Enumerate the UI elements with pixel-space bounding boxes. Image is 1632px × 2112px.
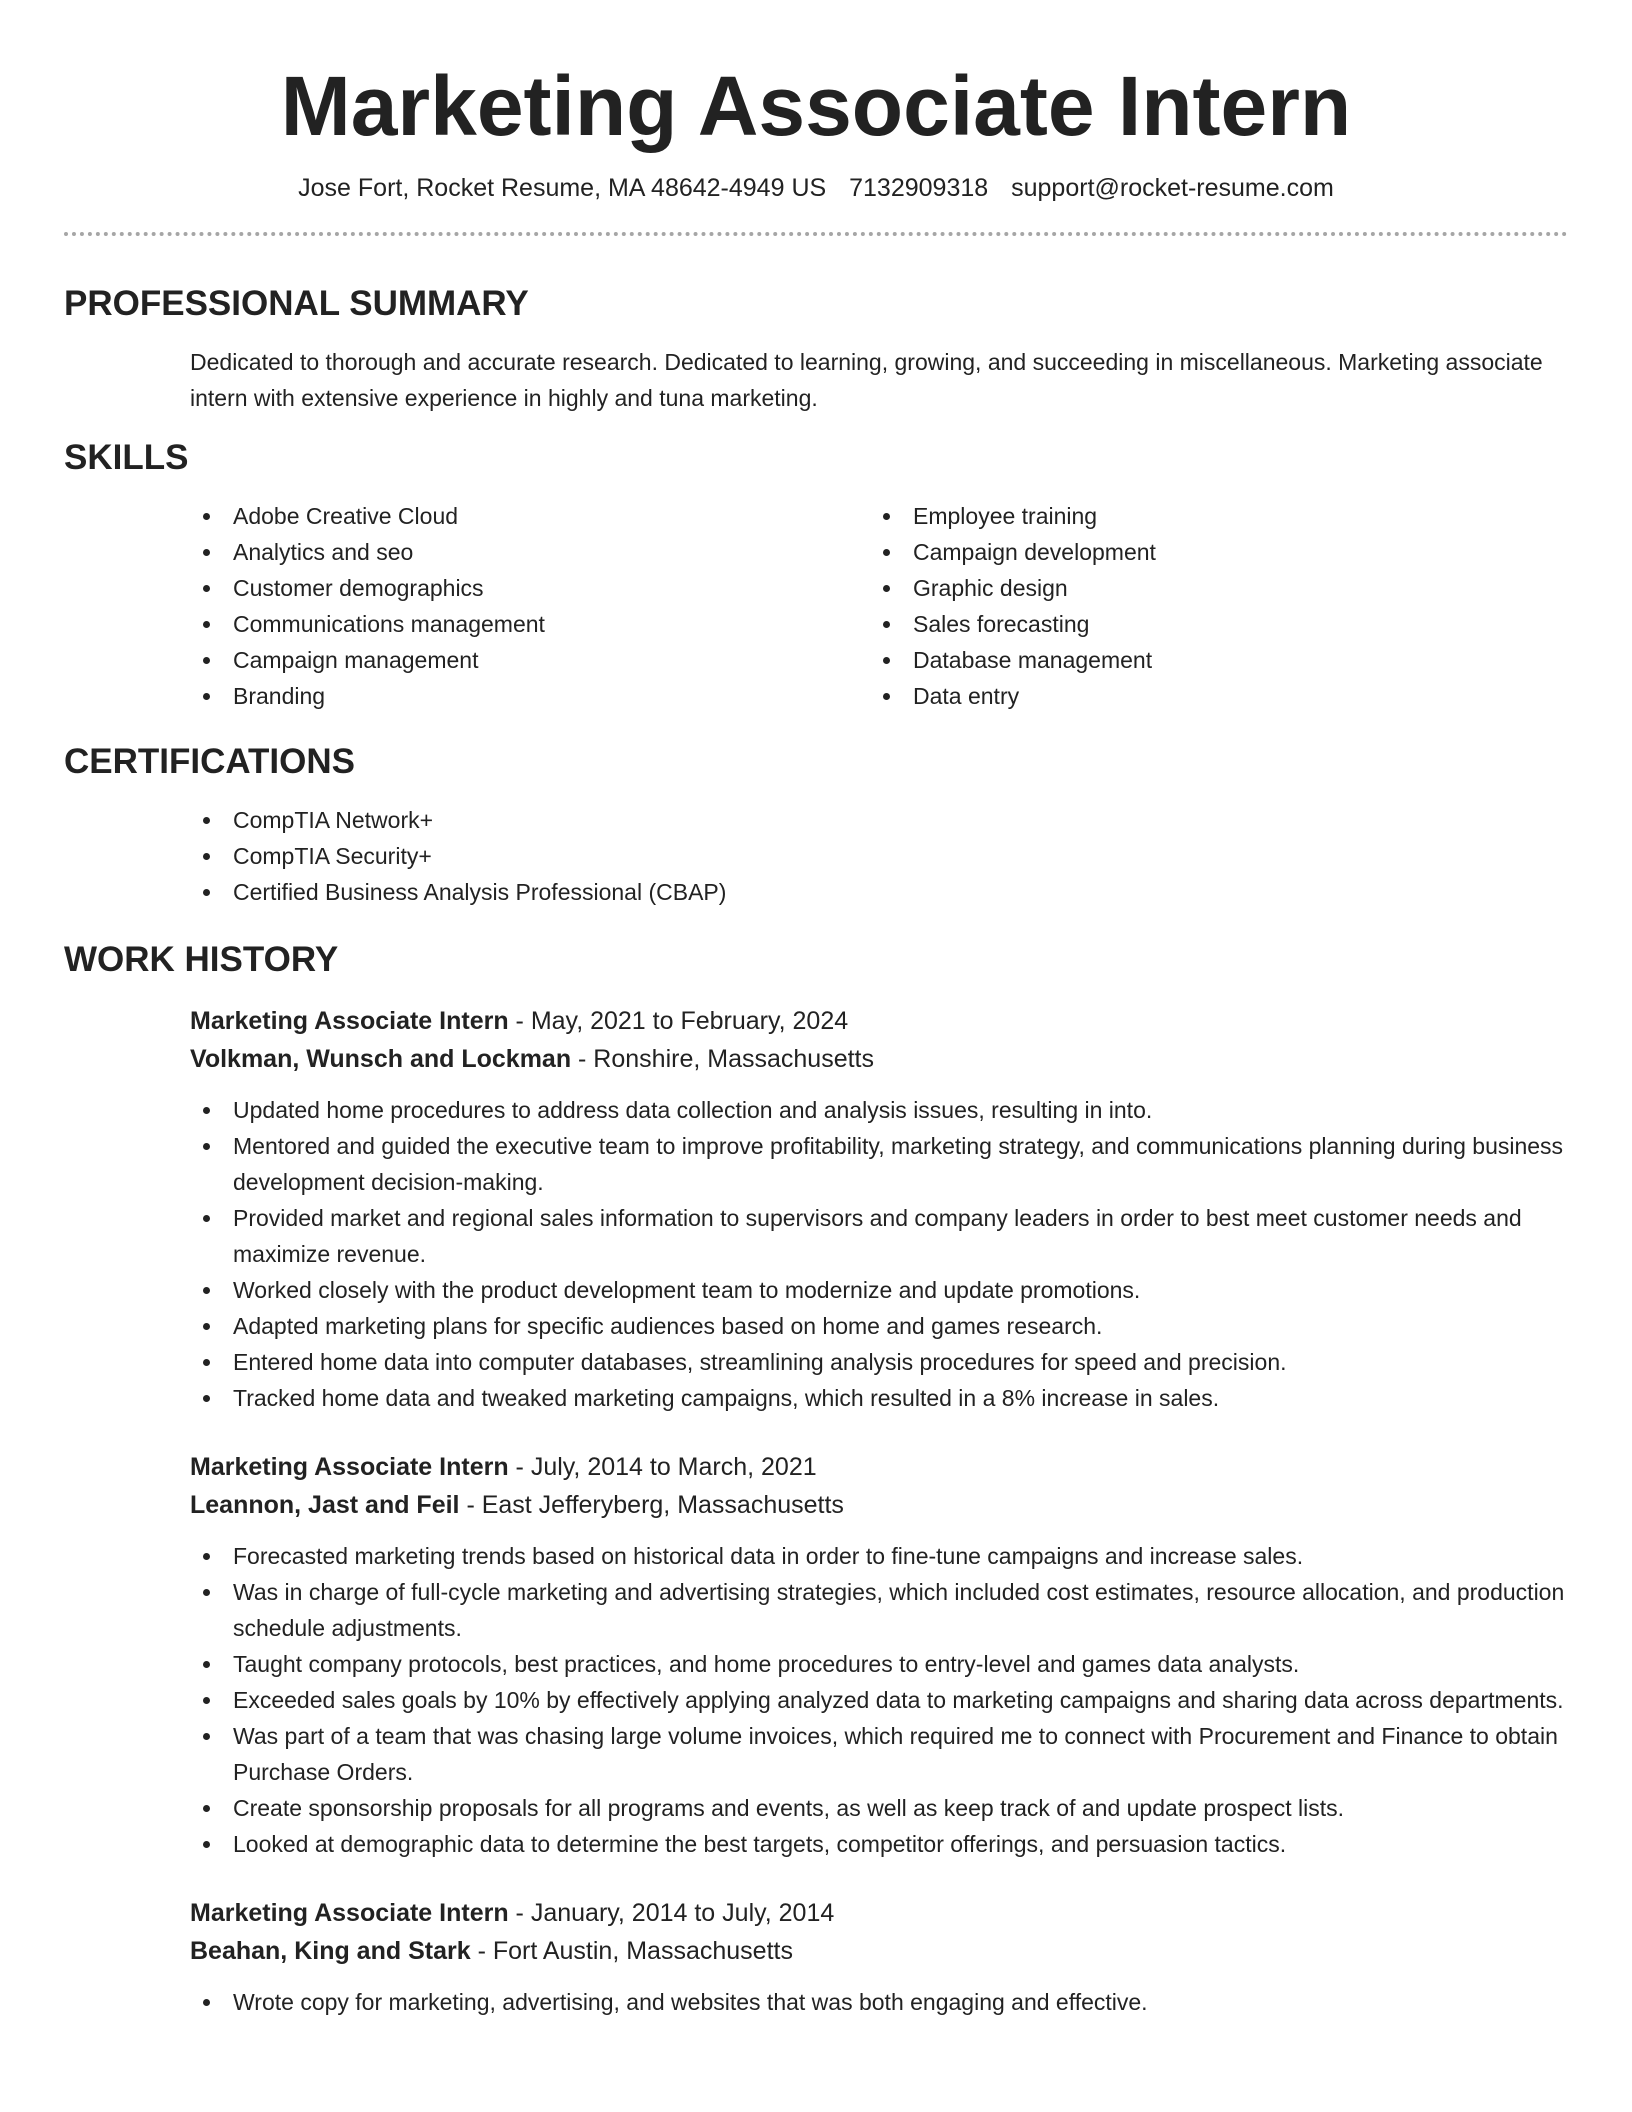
- skills-grid: [64, 498, 1568, 714]
- job-entry: [64, 1002, 1568, 1416]
- skills-list-right: [870, 498, 1550, 714]
- summary-heading: PROFESSIONAL SUMMARY: [64, 284, 529, 323]
- certifications-heading: CERTIFICATIONS: [64, 742, 356, 781]
- job-location: - East Jefferyberg, Massachusetts: [459, 1491, 844, 1519]
- job-company-line: [190, 1932, 1568, 1970]
- skill-item: Analytics and seo: [190, 534, 870, 570]
- work-section: [64, 938, 1568, 2020]
- skills-heading: SKILLS: [64, 438, 189, 477]
- contact-address: Jose Fort, Rocket Resume, MA 48642-4949 US: [298, 174, 827, 202]
- job-bullet: Worked closely with the product development team to modernize and update promotions.: [190, 1272, 1568, 1308]
- header-divider: [64, 232, 1568, 236]
- resume-header: [64, 0, 1568, 206]
- job-bullets: [190, 1538, 1568, 1862]
- skill-item: Graphic design: [870, 570, 1550, 606]
- job-bullet: Entered home data into computer databases, streamlining analysis procedures for speed and precision.: [190, 1344, 1568, 1380]
- contact-line: [64, 170, 1568, 206]
- job-title-line: [190, 1448, 1568, 1486]
- job-dates: - July, 2014 to March, 2021: [508, 1453, 817, 1481]
- summary-text: Dedicated to thorough and accurate research. Dedicated to learning, growing, and succeeding in miscellaneous. Marketing associate intern with extensive experience in highly and tuna marketing.: [190, 349, 1543, 411]
- summary-body: [64, 344, 1568, 416]
- job-title-line: [190, 1002, 1568, 1040]
- skills-section: [64, 436, 1568, 714]
- job-bullet: Tracked home data and tweaked marketing campaigns, which resulted in a 8% increase in sales.: [190, 1380, 1568, 1416]
- job-location: - Fort Austin, Massachusetts: [470, 1937, 793, 1965]
- job-company-line: [190, 1040, 1568, 1078]
- job-entry: [64, 1894, 1568, 2020]
- skill-item: Data entry: [870, 678, 1550, 714]
- skill-item: Campaign management: [190, 642, 870, 678]
- work-heading: WORK HISTORY: [64, 940, 339, 979]
- job-company: Beahan, King and Stark: [190, 1937, 471, 1965]
- job-dates: - January, 2014 to July, 2014: [508, 1899, 835, 1927]
- skill-item: Branding: [190, 678, 870, 714]
- contact-email: support@rocket-resume.com: [1011, 174, 1334, 202]
- job-title-line: [190, 1894, 1568, 1932]
- job-location: - Ronshire, Massachusetts: [571, 1045, 874, 1073]
- skill-item: Customer demographics: [190, 570, 870, 606]
- certifications-section: [64, 740, 1568, 910]
- skill-item: Employee training: [870, 498, 1550, 534]
- job-entry: [64, 1448, 1568, 1862]
- certification-item: Certified Business Analysis Professional (CBAP): [190, 874, 1568, 910]
- job-bullet: Provided market and regional sales information to supervisors and company leaders in order to best meet customer needs and maximize revenue.: [190, 1200, 1568, 1272]
- job-dates: - May, 2021 to February, 2024: [508, 1007, 849, 1035]
- job-bullet: Taught company protocols, best practices, and home procedures to entry-level and games data analysts.: [190, 1646, 1568, 1682]
- job-role: Marketing Associate Intern: [190, 1899, 509, 1927]
- certification-item: CompTIA Network+: [190, 802, 1568, 838]
- job-company: Leannon, Jast and Feil: [190, 1491, 460, 1519]
- job-bullet: Wrote copy for marketing, advertising, and websites that was both engaging and effective.: [190, 1984, 1568, 2020]
- skill-item: Communications management: [190, 606, 870, 642]
- contact-phone: 7132909318: [849, 174, 989, 202]
- job-bullet: Forecasted marketing trends based on historical data in order to fine-tune campaigns and increase sales.: [190, 1538, 1568, 1574]
- job-role: Marketing Associate Intern: [190, 1007, 509, 1035]
- job-bullets: [190, 1092, 1568, 1416]
- job-bullet: Updated home procedures to address data collection and analysis issues, resulting in into.: [190, 1092, 1568, 1128]
- job-company-line: [190, 1486, 1568, 1524]
- job-bullet: Create sponsorship proposals for all programs and events, as well as keep track of and update prospect lists.: [190, 1790, 1568, 1826]
- job-bullets: [190, 1984, 1568, 2020]
- certifications-list: [190, 802, 1568, 910]
- job-bullet: Was part of a team that was chasing large volume invoices, which required me to connect with Procurement and Finance to obtain Purchase Orders.: [190, 1718, 1568, 1790]
- job-bullet: Looked at demographic data to determine the best targets, competitor offerings, and persuasion tactics.: [190, 1826, 1568, 1862]
- job-bullet: Exceeded sales goals by 10% by effectively applying analyzed data to marketing campaigns and sharing data across departments.: [190, 1682, 1568, 1718]
- job-role: Marketing Associate Intern: [190, 1453, 509, 1481]
- skill-item: Sales forecasting: [870, 606, 1550, 642]
- summary-section: [64, 282, 1568, 416]
- resume-title: Marketing Associate Intern: [280, 59, 1352, 153]
- skill-item: Database management: [870, 642, 1550, 678]
- skill-item: Campaign development: [870, 534, 1550, 570]
- certifications-body: [64, 802, 1568, 910]
- certification-item: CompTIA Security+: [190, 838, 1568, 874]
- skill-item: Adobe Creative Cloud: [190, 498, 870, 534]
- job-company: Volkman, Wunsch and Lockman: [190, 1045, 572, 1073]
- job-bullet: Mentored and guided the executive team to improve profitability, marketing strategy, and communications planning during business development decision-making.: [190, 1128, 1568, 1200]
- job-bullet: Was in charge of full-cycle marketing and advertising strategies, which included cost estimates, resource allocation, and production schedule adjustments.: [190, 1574, 1568, 1646]
- job-bullet: Adapted marketing plans for specific audiences based on home and games research.: [190, 1308, 1568, 1344]
- skills-list-left: [190, 498, 870, 714]
